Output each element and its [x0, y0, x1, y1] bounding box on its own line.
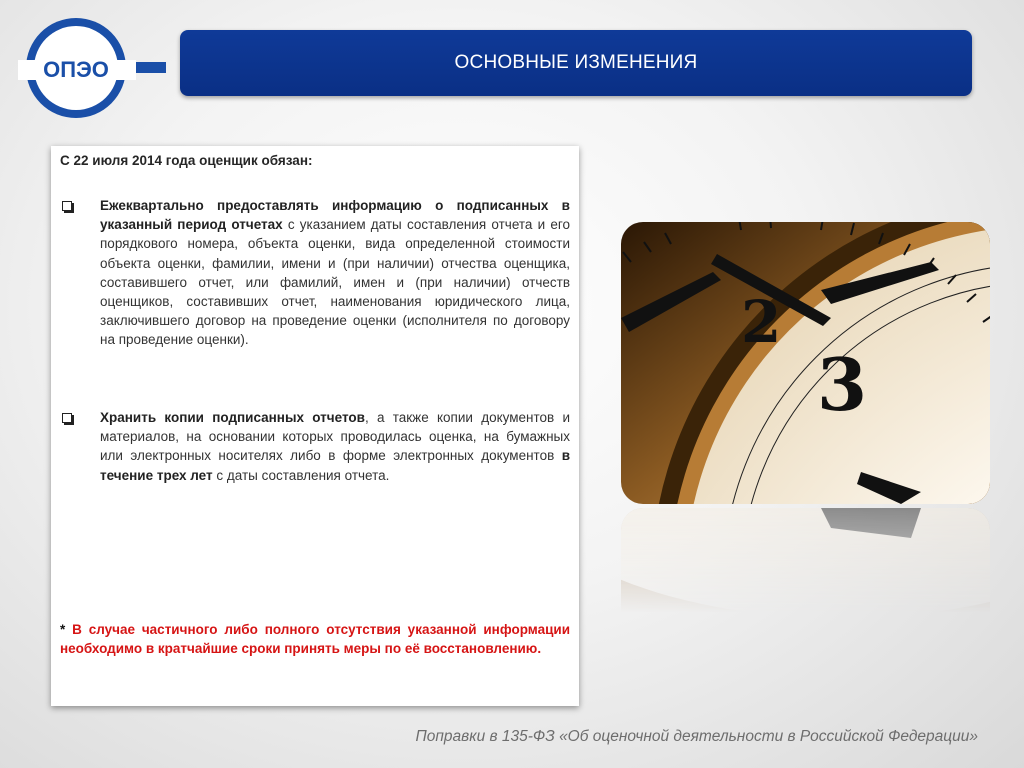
bullet-plain-text: , а также копии документов и материалов, на основании которых проводилась оценка, на бумажных или электронных носителях либо в форме электронных документов — [100, 410, 570, 464]
opeo-logo — [14, 10, 174, 126]
footer-caption: Поправки в 135-ФЗ «Об оценочной деятельности в Российской Федерации» — [415, 728, 978, 745]
bullet-plain-text: с даты составления отчета. — [212, 467, 390, 483]
checkbox-bullet-icon — [62, 413, 72, 423]
bullet-plain-text: с указанием даты составления отчета и его порядкового номера, объекта оценки, вида определенной стоимости объекта оценки, фамилии, имени и (при наличии) отчества оценщика, составившего отчет, или фамилий, имен и (при наличии) отчеств оценщиков, составивших отчет, наименования юридического лица, заключившего договор на проведение оценки (исполнителя по договору на проведение оценки). — [100, 217, 570, 348]
clock-numeral-two: 2 — [741, 288, 782, 356]
clock-image — [621, 222, 990, 504]
bullet-text — [100, 408, 570, 485]
note-asterisk: * — [60, 622, 66, 637]
title-bar — [180, 30, 972, 96]
bullet-bold-text: Ежеквартально предоставлять информацию о подписанных в указанный период отчетах — [100, 198, 570, 233]
checkbox-bullet-icon — [62, 201, 72, 211]
bullet-bold-text: в течение трех лет — [100, 448, 570, 483]
warning-note — [60, 620, 570, 658]
note-text: В случае частичного либо полного отсутствия указанной информации необходимо в кратчайшие сроки принять меры по её восстановлению. — [60, 622, 570, 657]
intro-heading: С 22 июля 2014 года оценщик обязан: — [60, 153, 313, 168]
content-panel — [51, 146, 579, 706]
page-title: ОСНОВНЫЕ ИЗМЕНЕНИЯ — [454, 52, 698, 73]
clock-reflection — [621, 508, 990, 613]
bullet-text — [100, 196, 570, 350]
bullet-item-reporting — [60, 196, 570, 350]
logo-text: ОПЭО — [43, 57, 109, 82]
bullet-item-storage — [60, 408, 570, 485]
bullet-bold-text: Хранить копии подписанных отчетов — [100, 410, 365, 425]
clock-numeral-three: 3 — [817, 342, 868, 427]
